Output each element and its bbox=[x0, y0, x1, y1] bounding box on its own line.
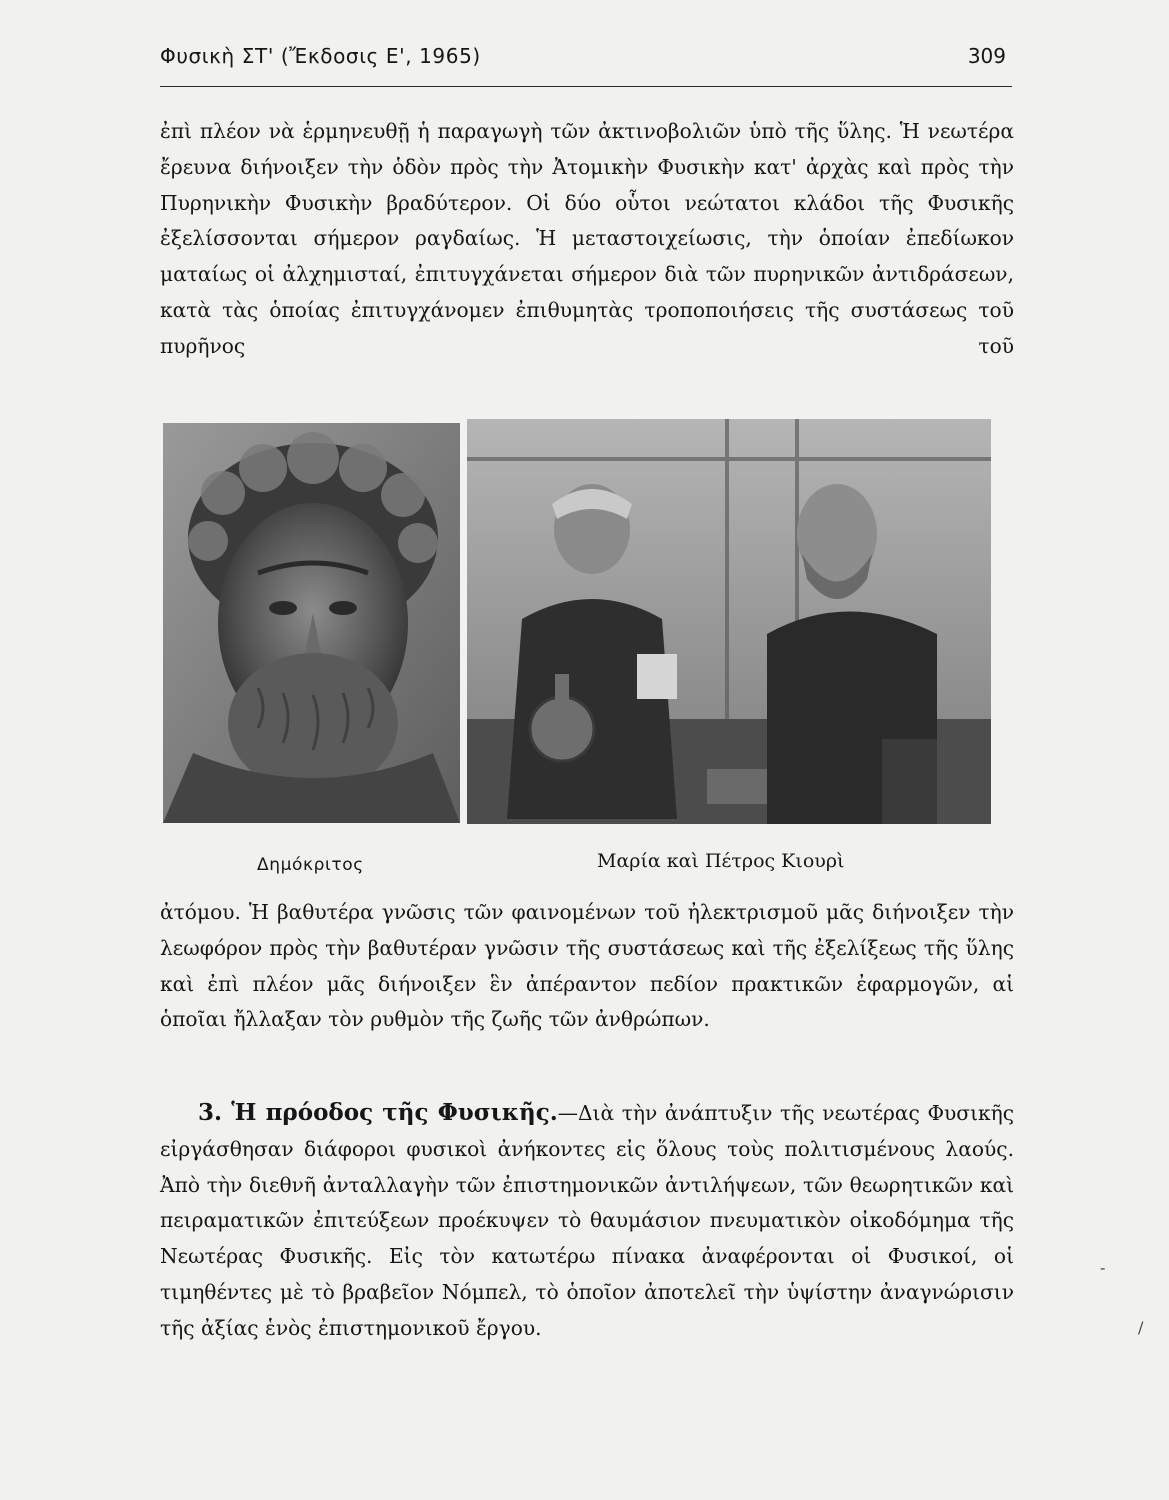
lab-scene-illustration-icon bbox=[467, 419, 991, 824]
figure-caption-curie: Μαρία καὶ Πέτρος Κιουρὶ bbox=[597, 850, 845, 872]
bust-illustration-icon bbox=[163, 423, 460, 823]
margin-slash-mark: / bbox=[1138, 1318, 1144, 1337]
figure-caption-democritus: Δημόκριτος bbox=[257, 855, 364, 875]
paragraph-atomic-physics: ἐπὶ πλέον νὰ ἑρμηνευθῇ ἡ παραγωγὴ τῶν ἀκτινοβολιῶν ὑπὸ τῆς ὕλης. Ἡ νεωτέρα ἔρευνα διήνοιξεν τὴν ὁδὸν πρὸς τὴν Ἀτομικὴν Φυσικὴν κατ' ἀρχὰς καὶ πρὸς τὴν Πυρηνικὴν Φυσικὴν βραδύτερον. Οἱ δύο οὗτοι νεώτατοι κλάδοι τῆς Φυσικῆς ἐξελίσσονται σήμερον ραγδαίως. Ἡ μεταστοιχείωσις, τὴν ὁποίαν ἐπεδίωκον ματαίως οἱ ἀλχημισταί, ἐπιτυγχάνεται σήμερον διὰ τῶν πυρηνικῶν ἀντιδράσεων, κατὰ τὰς ὁποίας ἐπιτυγχάνομεν ἐπιθυμητὰς τροποποιήσεις τῆς συστάσεως τοῦ πυρῆνος τοῦ bbox=[160, 119, 1014, 358]
running-title: Φυσικὴ ΣΤ' (Ἔκδοσις Ε', 1965) bbox=[160, 44, 481, 68]
page-number: 309 bbox=[967, 44, 1006, 68]
curie-couple-photo bbox=[467, 419, 991, 824]
democritus-bust-photo bbox=[163, 423, 460, 823]
section-body-text: —Διὰ τὴν ἀνάπτυξιν τῆς νεωτέρας Φυσικῆς εἰργάσθησαν διάφοροι φυσικοὶ ἀνήκοντες εἰς ὅλους τοὺς πολιτισμένους λαούς. Ἀπὸ τὴν διεθνῆ ἀνταλλαγὴν τῶν ἐπιστημονικῶν ἀντιλήψεων, τῶν θεωρητικῶν καὶ πειραματικῶν ἐπιτεύξεων προέκυψεν τὸ θαυμάσιον πνευματικὸν οἰκοδόμημα τῆς Νεωτέρας Φυσικῆς. Εἰς τὸν κατωτέρω πίνακα ἀναφέρονται οἱ Φυσικοί, οἱ τιμηθέντες μὲ τὸ βραβεῖον Νόμπελ, τὸ ὁποῖον ἀποτελεῖ τὴν ὑψίστην ἀναγνώρισιν τῆς ἀξίας ἑνὸς ἐπιστημονικοῦ ἔργου. bbox=[160, 1101, 1015, 1340]
section-heading bbox=[160, 1099, 558, 1126]
page-header bbox=[160, 38, 1012, 87]
paragraph-progress-of-physics bbox=[160, 1095, 1014, 1347]
paragraph-electricity: ἀτόμου. Ἡ βαθυτέρα γνῶσις τῶν φαινομένων τοῦ ἠλεκτρισμοῦ μᾶς διήνοιξεν τὴν λεωφόρον πρὸς τὴν βαθυτέραν γνῶσιν τῆς συστάσεως καὶ τῆς ἐξελίξεως τῆς ὕλης καὶ ἐπὶ πλέον μᾶς διήνοιξεν ἓν ἀπέραντον πεδίον πρακτικῶν ἐφαρμογῶν, αἱ ὁποῖαι ἤλλαξαν τὸν ρυθμὸν τῆς ζωῆς τῶν ἀνθρώπων. bbox=[160, 900, 1014, 1032]
margin-dash-mark: - bbox=[1100, 1258, 1106, 1277]
section-heading-text: 3. Ἡ πρόοδος τῆς Φυσικῆς. bbox=[198, 1099, 558, 1126]
